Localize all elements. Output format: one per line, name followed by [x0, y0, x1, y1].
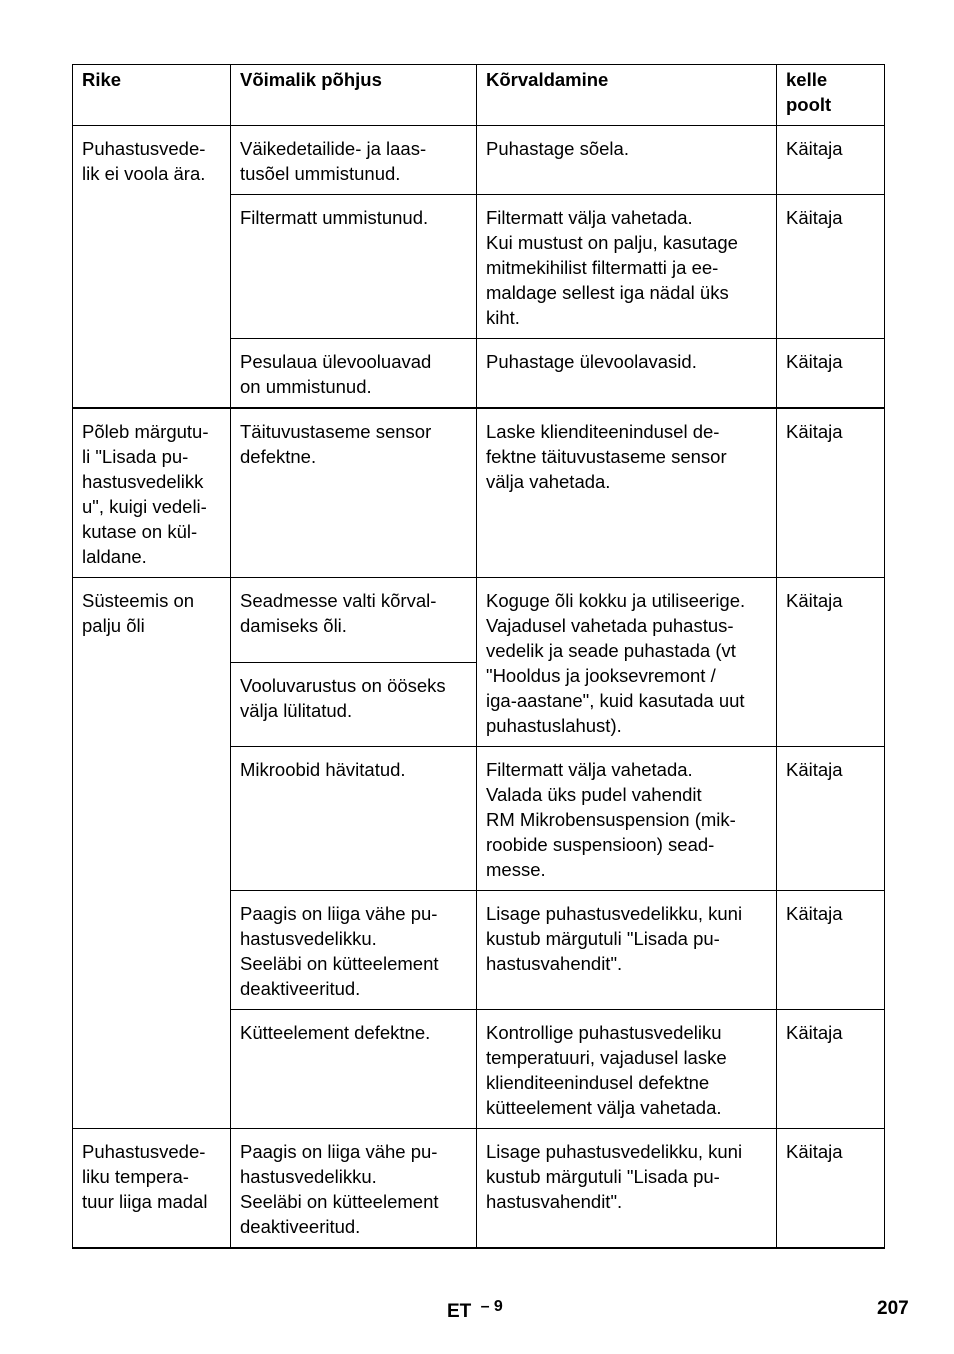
remedy-cell: Lisage puhastusvedelikku, kuni kustub märgutuli "Lisada pu- hastusvahendit". [477, 1129, 777, 1249]
cause-cell: Kütteelement defektne. [231, 1010, 477, 1129]
table-row [73, 1129, 885, 1249]
cause-cell: Paagis on liiga vähe pu- hastusvedelikku. Seeläbi on kütteelement deaktiveeritud. [231, 891, 477, 1010]
cause-cell: Filtermatt ummistunud. [231, 195, 477, 339]
by-cell: Käitaja [777, 578, 885, 747]
footer-language: ET [447, 1301, 472, 1322]
by-cell: Käitaja [777, 1129, 885, 1249]
cause-cell: Vooluvarustus on ööseks välja lülitatud. [231, 662, 477, 747]
table-header-row [73, 65, 885, 126]
footer-section-page: – 9 [480, 1298, 503, 1315]
table-row [73, 578, 885, 663]
by-cell: Käitaja [777, 195, 885, 339]
header-by: kelle poolt [777, 65, 885, 126]
cause-cell: Täituvustaseme sensor defektne. [231, 408, 477, 578]
remedy-cell: Filtermatt välja vahetada. Valada üks pudel vahendit RM Mikrobensuspension (mik- roobide suspensioon) sead- messe. [477, 747, 777, 891]
by-cell: Käitaja [777, 747, 885, 891]
by-cell: Käitaja [777, 408, 885, 578]
cause-cell: Väikedetailide- ja laas- tusõel ummistunud. [231, 126, 477, 195]
by-cell: Käitaja [777, 891, 885, 1010]
by-cell: Käitaja [777, 1010, 885, 1129]
remedy-cell: Kontrollige puhastusvedeliku temperatuuri, vajadusel laske klienditeenindusel defektne kütteelement välja vahetada. [477, 1010, 777, 1129]
fault-cell: Puhastusvede- lik ei voola ära. [73, 126, 231, 409]
page-number: 207 [877, 1298, 909, 1319]
fault-cell: Puhastusvede- liku tempera- tuur liiga madal [73, 1129, 231, 1249]
cause-cell: Mikroobid hävitatud. [231, 747, 477, 891]
header-cause: Võimalik põhjus [231, 65, 477, 126]
footer-section-label [447, 1298, 503, 1323]
header-fault: Rike [73, 65, 231, 126]
remedy-cell: Koguge õli kokku ja utiliseerige. Vajadusel vahetada puhastus- vedelik ja seade puhastada (vt "Hooldus ja jooksevremont / iga-aastane", kuid kasutada uut puhastuslahust). [477, 578, 777, 747]
table-row [73, 408, 885, 578]
table-row [73, 126, 885, 195]
fault-cell: Põleb märgutu- li "Lisada pu- hastusvedelikk u", kuigi vedeli- kutase on kül- laldane. [73, 408, 231, 578]
remedy-cell: Puhastage sõela. [477, 126, 777, 195]
remedy-cell: Lisage puhastusvedelikku, kuni kustub märgutuli "Lisada pu- hastusvahendit". [477, 891, 777, 1010]
header-remedy: Kõrvaldamine [477, 65, 777, 126]
troubleshooting-table [72, 64, 885, 1249]
cause-cell: Pesulaua ülevooluavad on ummistunud. [231, 339, 477, 409]
cause-cell: Paagis on liiga vähe pu- hastusvedelikku. Seeläbi on kütteelement deaktiveeritud. [231, 1129, 477, 1249]
by-cell: Käitaja [777, 126, 885, 195]
remedy-cell: Filtermatt välja vahetada. Kui mustust on palju, kasutage mitmekihilist filtermatti ja ee- maldage sellest iga nädal üks kiht. [477, 195, 777, 339]
fault-cell: Süsteemis on palju õli [73, 578, 231, 1129]
remedy-cell: Puhastage ülevoolavasid. [477, 339, 777, 409]
remedy-cell: Laske klienditeenindusel de- fektne täituvustaseme sensor välja vahetada. [477, 408, 777, 578]
by-cell: Käitaja [777, 339, 885, 409]
cause-cell: Seadmesse valti kõrval- damiseks õli. [231, 578, 477, 663]
